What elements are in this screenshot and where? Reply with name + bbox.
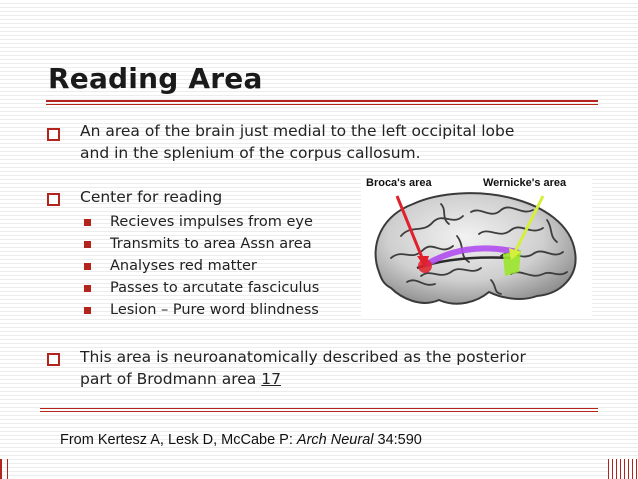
sub-bullet-3 <box>84 263 91 270</box>
bullet-3-line-1: This area is neuroanatomically described as the posterior <box>80 348 526 366</box>
bullet-1-line-1: An area of the brain just medial to the left occipital lobe <box>80 122 515 140</box>
sub-item-4: Passes to arcutate fasciculus <box>110 280 320 296</box>
bullet-box-3 <box>47 353 60 366</box>
citation-suffix: 34:590 <box>373 432 422 448</box>
sub-item-2: Transmits to area Assn area <box>110 236 312 252</box>
sub-bullet-1 <box>84 219 91 226</box>
sub-bullet-5 <box>84 307 91 314</box>
bullet-3-line-2 <box>80 369 281 389</box>
sub-item-1: Recieves impulses from eye <box>110 214 313 230</box>
footer-rule-thin <box>40 411 598 412</box>
wernicke-label: Wernicke's area <box>483 177 567 189</box>
sub-bullet-2 <box>84 241 91 248</box>
bullet-box-2 <box>47 193 60 206</box>
sub-item-3: Analyses red matter <box>110 258 257 274</box>
bullet-3-line-2-prefix: part of Brodmann area <box>80 370 262 388</box>
citation <box>60 432 422 448</box>
bullet-1-line-2: and in the splenium of the corpus callosum. <box>80 144 421 162</box>
title-rule <box>46 100 598 102</box>
bullet-box-1 <box>47 128 60 141</box>
sub-item-5: Lesion – Pure word blindness <box>110 302 319 318</box>
citation-prefix: From Kertesz A, Lesk D, McCabe P: <box>60 432 297 448</box>
citation-journal: Arch Neural <box>296 432 374 448</box>
slide-title: Reading Area <box>48 62 263 95</box>
brain-illustration <box>361 176 592 317</box>
title-rule-thin <box>46 104 598 105</box>
bullet-2-heading: Center for reading <box>80 188 223 206</box>
sub-bullet-4 <box>84 285 91 292</box>
brodmann-area-number: 17 <box>261 370 281 388</box>
broca-label: Broca's area <box>366 177 432 189</box>
footer-left-bars <box>0 459 8 479</box>
footer-rule <box>40 408 598 409</box>
footer-right-bars <box>608 459 638 479</box>
